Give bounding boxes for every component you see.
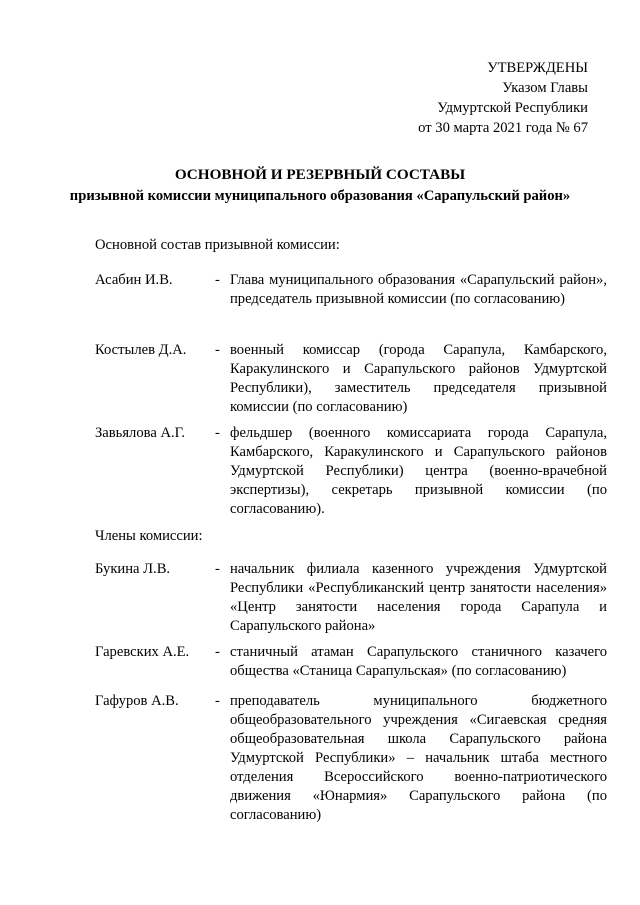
member-role: станичный атаман Сарапульского станичного казачего общества «Станица Сарапульская» (по согласованию)	[230, 644, 607, 679]
member-dash: -	[215, 425, 220, 441]
approval-block	[288, 58, 588, 138]
members-section-label: Члены комиссии:	[95, 528, 203, 544]
member-dash: -	[215, 693, 220, 709]
member-role: начальник филиала казенного учреждения Удмуртской Республики «Республиканский центр занятости населения» «Центр занятости населения города Сарапула и Сарапульского района»	[230, 561, 607, 634]
member-dash: -	[215, 272, 220, 288]
approval-line-republic: Удмуртской Республики	[437, 100, 588, 116]
member-name: Завьялова А.Г.	[95, 425, 186, 441]
member-name: Букина Л.В.	[95, 561, 171, 577]
member-dash: -	[215, 342, 220, 358]
member-role: преподаватель муниципального бюджетного общеобразовательного учреждения «Сигаевская средняя общеобразовательная школа Сарапульского района Удмуртской Республики» – начальник штаба местного отделения Всероссийского военно-патриотического движения «Юнармия» Сарапульского района (по согласованию)	[230, 693, 607, 823]
member-dash: -	[215, 561, 220, 577]
member-dash: -	[215, 644, 220, 660]
approval-line-approved: УТВЕРЖДЕНЫ	[487, 60, 588, 76]
document-subtitle: призывной комиссии муниципального образования «Сарапульский район»	[69, 188, 571, 204]
member-role: Глава муниципального образования «Сарапульский район», председатель призывной комиссии (по согласованию)	[230, 272, 607, 307]
member-name: Гаревских А.Е.	[95, 644, 190, 660]
member-name: Костылев Д.А.	[95, 342, 187, 358]
approval-line-date: от 30 марта 2021 года № 67	[418, 120, 588, 136]
member-role: фельдшер (военного комиссариата города Сарапула, Камбарского, Каракулинского и Сарапульского районов Удмуртской Республики) центра (военно-врачебной экспертизы), секретарь призывной комиссии (по согласованию).	[230, 425, 607, 517]
document-title: ОСНОВНОЙ И РЕЗЕРВНЫЙ СОСТАВЫ	[174, 166, 466, 183]
approval-line-decree: Указом Главы	[502, 80, 588, 96]
member-name: Гафуров А.В.	[95, 693, 179, 709]
member-role: военный комиссар (города Сарапула, Камбарского, Каракулинского и Сарапульского районов Удмуртской Республики), заместитель председателя призывной комиссии (по согласованию)	[230, 342, 607, 415]
main-section-label: Основной состав призывной комиссии:	[95, 237, 340, 253]
member-name: Асабин И.В.	[95, 272, 173, 288]
